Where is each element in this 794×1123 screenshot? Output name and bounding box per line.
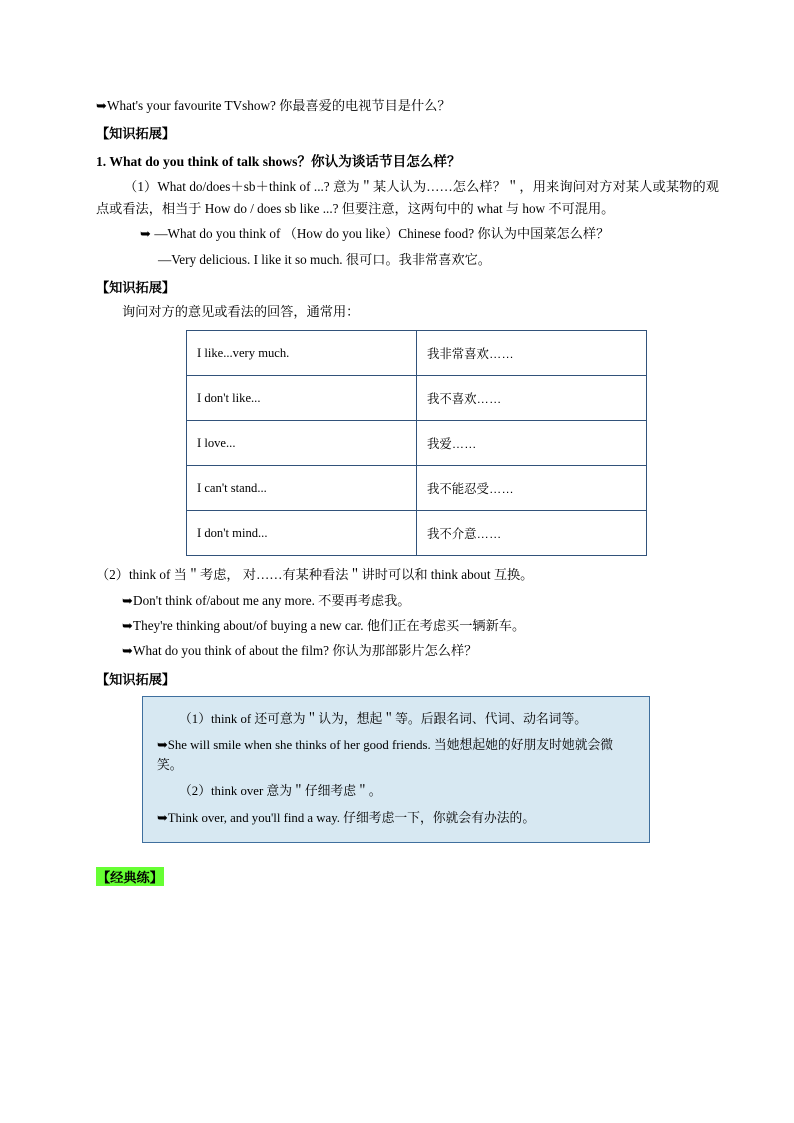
table-cell-english: I love... bbox=[187, 421, 417, 466]
table-cell-chinese: 我不喜欢…… bbox=[417, 376, 647, 421]
table-row bbox=[187, 421, 647, 466]
intro-question-line: ➥What's your favourite TVshow? 你最喜爱的电视节目是什么？ bbox=[96, 98, 451, 113]
example-5: ➥What do you think of about the film? 你认为那部影片怎么样？ bbox=[122, 643, 478, 659]
table-cell-english: I don't like... bbox=[187, 376, 417, 421]
table-cell-chinese: 我爱…… bbox=[417, 421, 647, 466]
knowledge-extension-heading-3: 【知识拓展】 bbox=[96, 671, 176, 687]
knowledge-extension-heading-1: 【知识拓展】 bbox=[96, 126, 176, 142]
table-lead-in-text: 询问对方的意见或看法的回答，通常用： bbox=[122, 303, 360, 319]
example-2: —Very delicious. I like it so much. 很可口。我非常喜欢它。 bbox=[158, 251, 491, 267]
table-cell-chinese: 我非常喜欢…… bbox=[417, 331, 647, 376]
section-1-title: 1. What do you think of talk shows？你认为谈话节目怎么样？ bbox=[96, 154, 461, 170]
note-line-1: （1）think of 还可意为＂认为，想起＂等。后跟名词、代词、动名词等。 bbox=[179, 711, 588, 726]
table-cell-english: I can't stand... bbox=[187, 466, 417, 511]
table-row bbox=[187, 376, 647, 421]
paragraph-2: （2）think of 当＂考虑， 对……有某种看法＂讲时可以和 think about 互换。 bbox=[96, 567, 534, 583]
spacer bbox=[96, 843, 719, 857]
table-cell-english: I like...very much. bbox=[187, 331, 417, 376]
table-row bbox=[187, 511, 647, 556]
example-1: ➥ —What do you think of （How do you like）Chinese food? 你认为中国菜怎么样？ bbox=[140, 226, 610, 242]
example-3: ➥Don't think of/about me any more. 不要再考虑我。 bbox=[122, 592, 411, 608]
note-line-4: ➥Think over, and you'll find a way. 仔细考虑一下，你就会有办法的。 bbox=[157, 810, 536, 825]
table-row bbox=[187, 466, 647, 511]
table-cell-chinese: 我不能忍受…… bbox=[417, 466, 647, 511]
classic-practice-heading: 【经典练】 bbox=[96, 867, 164, 886]
table-cell-english: I don't mind... bbox=[187, 511, 417, 556]
answers-table bbox=[186, 330, 647, 556]
table-cell-chinese: 我不介意…… bbox=[417, 511, 647, 556]
note-line-3: （2）think over 意为＂仔细考虑＂。 bbox=[179, 784, 382, 799]
knowledge-extension-heading-2: 【知识拓展】 bbox=[96, 279, 176, 295]
note-box bbox=[142, 696, 650, 843]
example-4: ➥They're thinking about/of buying a new car. 他们正在考虑买一辆新车。 bbox=[122, 618, 526, 633]
paragraph-1: （1）What do/does＋sb＋think of ...? 意为＂某人认为……怎么样？＂，用来询问对方对某人或某物的观点或看法，相当于 How do / does sb like ...? 但要注意，这两句中的 what 与 how 不可混用。 bbox=[96, 179, 719, 216]
table-row bbox=[187, 331, 647, 376]
note-line-2: ➥She will smile when she thinks of her good friends. 当她想起她的好朋友时她就会微笑。 bbox=[157, 737, 614, 773]
classic-practice-heading-wrapper bbox=[96, 867, 719, 887]
